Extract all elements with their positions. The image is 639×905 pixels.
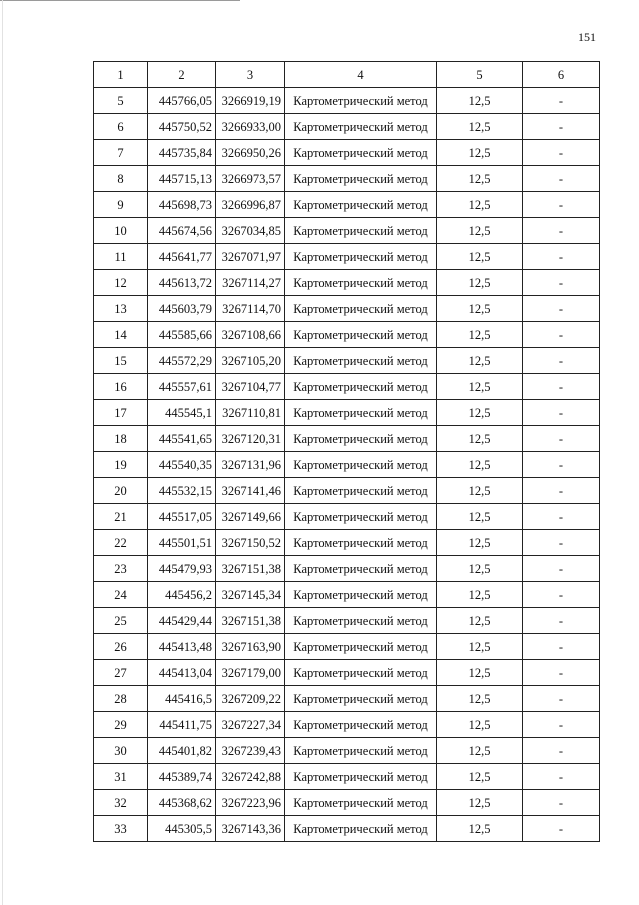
note-cell: - bbox=[523, 556, 600, 582]
note-cell: - bbox=[523, 400, 600, 426]
y-coordinate-cell: 3267114,27 bbox=[216, 270, 285, 296]
note-cell: - bbox=[523, 322, 600, 348]
accuracy-cell: 12,5 bbox=[437, 556, 523, 582]
accuracy-cell: 12,5 bbox=[437, 582, 523, 608]
x-coordinate-cell: 445766,05 bbox=[148, 88, 216, 114]
point-number-cell: 33 bbox=[94, 816, 148, 842]
y-coordinate-cell: 3267143,36 bbox=[216, 816, 285, 842]
table-row bbox=[94, 582, 600, 608]
table-row bbox=[94, 634, 600, 660]
y-coordinate-cell: 3267179,00 bbox=[216, 660, 285, 686]
point-number-cell: 10 bbox=[94, 218, 148, 244]
accuracy-cell: 12,5 bbox=[437, 140, 523, 166]
x-coordinate-cell: 445735,84 bbox=[148, 140, 216, 166]
note-cell: - bbox=[523, 712, 600, 738]
point-number-cell: 9 bbox=[94, 192, 148, 218]
y-coordinate-cell: 3267151,38 bbox=[216, 556, 285, 582]
accuracy-cell: 12,5 bbox=[437, 270, 523, 296]
accuracy-cell: 12,5 bbox=[437, 530, 523, 556]
point-number-cell: 27 bbox=[94, 660, 148, 686]
table-row bbox=[94, 504, 600, 530]
method-cell: Картометрический метод bbox=[285, 764, 437, 790]
table-row bbox=[94, 738, 600, 764]
x-coordinate-cell: 445572,29 bbox=[148, 348, 216, 374]
table-row bbox=[94, 270, 600, 296]
method-cell: Картометрический метод bbox=[285, 244, 437, 270]
method-cell: Картометрический метод bbox=[285, 192, 437, 218]
method-cell: Картометрический метод bbox=[285, 530, 437, 556]
x-coordinate-cell: 445411,75 bbox=[148, 712, 216, 738]
method-cell: Картометрический метод bbox=[285, 140, 437, 166]
point-number-cell: 19 bbox=[94, 452, 148, 478]
y-coordinate-cell: 3267131,96 bbox=[216, 452, 285, 478]
table-body bbox=[94, 88, 600, 842]
table-row bbox=[94, 348, 600, 374]
point-number-cell: 25 bbox=[94, 608, 148, 634]
method-cell: Картометрический метод bbox=[285, 296, 437, 322]
table-row bbox=[94, 322, 600, 348]
method-cell: Картометрический метод bbox=[285, 582, 437, 608]
x-coordinate-cell: 445585,66 bbox=[148, 322, 216, 348]
y-coordinate-cell: 3267223,96 bbox=[216, 790, 285, 816]
point-number-cell: 12 bbox=[94, 270, 148, 296]
table-row bbox=[94, 374, 600, 400]
table-row bbox=[94, 400, 600, 426]
point-number-cell: 17 bbox=[94, 400, 148, 426]
accuracy-cell: 12,5 bbox=[437, 660, 523, 686]
x-coordinate-cell: 445532,15 bbox=[148, 478, 216, 504]
point-number-cell: 8 bbox=[94, 166, 148, 192]
note-cell: - bbox=[523, 764, 600, 790]
note-cell: - bbox=[523, 582, 600, 608]
note-cell: - bbox=[523, 634, 600, 660]
accuracy-cell: 12,5 bbox=[437, 816, 523, 842]
x-coordinate-cell: 445429,44 bbox=[148, 608, 216, 634]
method-cell: Картометрический метод bbox=[285, 790, 437, 816]
x-coordinate-cell: 445517,05 bbox=[148, 504, 216, 530]
y-coordinate-cell: 3267110,81 bbox=[216, 400, 285, 426]
point-number-cell: 21 bbox=[94, 504, 148, 530]
y-coordinate-cell: 3267114,70 bbox=[216, 296, 285, 322]
y-coordinate-cell: 3267104,77 bbox=[216, 374, 285, 400]
x-coordinate-cell: 445698,73 bbox=[148, 192, 216, 218]
y-coordinate-cell: 3267105,20 bbox=[216, 348, 285, 374]
method-cell: Картометрический метод bbox=[285, 816, 437, 842]
accuracy-cell: 12,5 bbox=[437, 322, 523, 348]
y-coordinate-cell: 3267150,52 bbox=[216, 530, 285, 556]
note-cell: - bbox=[523, 738, 600, 764]
y-coordinate-cell: 3267242,88 bbox=[216, 764, 285, 790]
x-coordinate-cell: 445613,72 bbox=[148, 270, 216, 296]
table-row bbox=[94, 166, 600, 192]
table-row bbox=[94, 816, 600, 842]
point-number-cell: 24 bbox=[94, 582, 148, 608]
x-coordinate-cell: 445540,35 bbox=[148, 452, 216, 478]
y-coordinate-cell: 3267163,90 bbox=[216, 634, 285, 660]
table-row bbox=[94, 88, 600, 114]
point-number-cell: 15 bbox=[94, 348, 148, 374]
note-cell: - bbox=[523, 686, 600, 712]
point-number-cell: 23 bbox=[94, 556, 148, 582]
x-coordinate-cell: 445603,79 bbox=[148, 296, 216, 322]
table-row bbox=[94, 218, 600, 244]
method-cell: Картометрический метод bbox=[285, 322, 437, 348]
note-cell: - bbox=[523, 530, 600, 556]
method-cell: Картометрический метод bbox=[285, 270, 437, 296]
accuracy-cell: 12,5 bbox=[437, 634, 523, 660]
x-coordinate-cell: 445368,62 bbox=[148, 790, 216, 816]
column-header-1: 1 bbox=[94, 62, 148, 88]
x-coordinate-cell: 445674,56 bbox=[148, 218, 216, 244]
note-cell: - bbox=[523, 244, 600, 270]
note-cell: - bbox=[523, 218, 600, 244]
method-cell: Картометрический метод bbox=[285, 686, 437, 712]
method-cell: Картометрический метод bbox=[285, 504, 437, 530]
note-cell: - bbox=[523, 166, 600, 192]
y-coordinate-cell: 3266996,87 bbox=[216, 192, 285, 218]
note-cell: - bbox=[523, 816, 600, 842]
method-cell: Картометрический метод bbox=[285, 400, 437, 426]
note-cell: - bbox=[523, 296, 600, 322]
accuracy-cell: 12,5 bbox=[437, 374, 523, 400]
x-coordinate-cell: 445413,48 bbox=[148, 634, 216, 660]
note-cell: - bbox=[523, 140, 600, 166]
column-header-6: 6 bbox=[523, 62, 600, 88]
y-coordinate-cell: 3267120,31 bbox=[216, 426, 285, 452]
method-cell: Картометрический метод bbox=[285, 88, 437, 114]
note-cell: - bbox=[523, 790, 600, 816]
table-row bbox=[94, 114, 600, 140]
note-cell: - bbox=[523, 270, 600, 296]
point-number-cell: 30 bbox=[94, 738, 148, 764]
note-cell: - bbox=[523, 504, 600, 530]
x-coordinate-cell: 445389,74 bbox=[148, 764, 216, 790]
accuracy-cell: 12,5 bbox=[437, 192, 523, 218]
accuracy-cell: 12,5 bbox=[437, 738, 523, 764]
accuracy-cell: 12,5 bbox=[437, 608, 523, 634]
x-coordinate-cell: 445750,52 bbox=[148, 114, 216, 140]
point-number-cell: 11 bbox=[94, 244, 148, 270]
point-number-cell: 32 bbox=[94, 790, 148, 816]
point-number-cell: 5 bbox=[94, 88, 148, 114]
table-header bbox=[94, 62, 600, 88]
accuracy-cell: 12,5 bbox=[437, 166, 523, 192]
note-cell: - bbox=[523, 88, 600, 114]
accuracy-cell: 12,5 bbox=[437, 400, 523, 426]
point-number-cell: 31 bbox=[94, 764, 148, 790]
table-row bbox=[94, 244, 600, 270]
x-coordinate-cell: 445541,65 bbox=[148, 426, 216, 452]
table-row bbox=[94, 556, 600, 582]
accuracy-cell: 12,5 bbox=[437, 764, 523, 790]
x-coordinate-cell: 445413,04 bbox=[148, 660, 216, 686]
point-number-cell: 7 bbox=[94, 140, 148, 166]
table-row bbox=[94, 608, 600, 634]
method-cell: Картометрический метод bbox=[285, 374, 437, 400]
x-coordinate-cell: 445641,77 bbox=[148, 244, 216, 270]
accuracy-cell: 12,5 bbox=[437, 88, 523, 114]
table-row bbox=[94, 426, 600, 452]
note-cell: - bbox=[523, 452, 600, 478]
accuracy-cell: 12,5 bbox=[437, 348, 523, 374]
method-cell: Картометрический метод bbox=[285, 660, 437, 686]
table-row bbox=[94, 660, 600, 686]
y-coordinate-cell: 3267239,43 bbox=[216, 738, 285, 764]
page-number: 151 bbox=[578, 30, 596, 44]
x-coordinate-cell: 445401,82 bbox=[148, 738, 216, 764]
method-cell: Картометрический метод bbox=[285, 426, 437, 452]
y-coordinate-cell: 3267145,34 bbox=[216, 582, 285, 608]
top-rule bbox=[0, 0, 240, 1]
y-coordinate-cell: 3267227,34 bbox=[216, 712, 285, 738]
method-cell: Картометрический метод bbox=[285, 738, 437, 764]
note-cell: - bbox=[523, 478, 600, 504]
y-coordinate-cell: 3266919,19 bbox=[216, 88, 285, 114]
point-number-cell: 22 bbox=[94, 530, 148, 556]
header-row bbox=[94, 62, 600, 88]
x-coordinate-cell: 445305,5 bbox=[148, 816, 216, 842]
x-coordinate-cell: 445456,2 bbox=[148, 582, 216, 608]
accuracy-cell: 12,5 bbox=[437, 686, 523, 712]
method-cell: Картометрический метод bbox=[285, 556, 437, 582]
note-cell: - bbox=[523, 348, 600, 374]
method-cell: Картометрический метод bbox=[285, 114, 437, 140]
note-cell: - bbox=[523, 374, 600, 400]
point-number-cell: 29 bbox=[94, 712, 148, 738]
accuracy-cell: 12,5 bbox=[437, 218, 523, 244]
method-cell: Картометрический метод bbox=[285, 166, 437, 192]
note-cell: - bbox=[523, 426, 600, 452]
accuracy-cell: 12,5 bbox=[437, 114, 523, 140]
accuracy-cell: 12,5 bbox=[437, 790, 523, 816]
point-number-cell: 26 bbox=[94, 634, 148, 660]
y-coordinate-cell: 3267108,66 bbox=[216, 322, 285, 348]
method-cell: Картометрический метод bbox=[285, 608, 437, 634]
column-header-3: 3 bbox=[216, 62, 285, 88]
table-row bbox=[94, 764, 600, 790]
x-coordinate-cell: 445545,1 bbox=[148, 400, 216, 426]
y-coordinate-cell: 3267071,97 bbox=[216, 244, 285, 270]
table-row bbox=[94, 686, 600, 712]
accuracy-cell: 12,5 bbox=[437, 504, 523, 530]
table-row bbox=[94, 478, 600, 504]
accuracy-cell: 12,5 bbox=[437, 712, 523, 738]
table-row bbox=[94, 452, 600, 478]
y-coordinate-cell: 3267151,38 bbox=[216, 608, 285, 634]
column-header-4: 4 bbox=[285, 62, 437, 88]
x-coordinate-cell: 445557,61 bbox=[148, 374, 216, 400]
accuracy-cell: 12,5 bbox=[437, 244, 523, 270]
accuracy-cell: 12,5 bbox=[437, 452, 523, 478]
x-coordinate-cell: 445715,13 bbox=[148, 166, 216, 192]
table-row bbox=[94, 296, 600, 322]
column-header-2: 2 bbox=[148, 62, 216, 88]
table-row bbox=[94, 192, 600, 218]
method-cell: Картометрический метод bbox=[285, 452, 437, 478]
method-cell: Картометрический метод bbox=[285, 712, 437, 738]
accuracy-cell: 12,5 bbox=[437, 426, 523, 452]
y-coordinate-cell: 3267209,22 bbox=[216, 686, 285, 712]
y-coordinate-cell: 3266933,00 bbox=[216, 114, 285, 140]
y-coordinate-cell: 3266950,26 bbox=[216, 140, 285, 166]
y-coordinate-cell: 3267149,66 bbox=[216, 504, 285, 530]
accuracy-cell: 12,5 bbox=[437, 296, 523, 322]
point-number-cell: 6 bbox=[94, 114, 148, 140]
table-row bbox=[94, 790, 600, 816]
point-number-cell: 16 bbox=[94, 374, 148, 400]
point-number-cell: 20 bbox=[94, 478, 148, 504]
y-coordinate-cell: 3266973,57 bbox=[216, 166, 285, 192]
method-cell: Картометрический метод bbox=[285, 634, 437, 660]
x-coordinate-cell: 445416,5 bbox=[148, 686, 216, 712]
note-cell: - bbox=[523, 608, 600, 634]
point-number-cell: 18 bbox=[94, 426, 148, 452]
point-number-cell: 13 bbox=[94, 296, 148, 322]
column-header-5: 5 bbox=[437, 62, 523, 88]
method-cell: Картометрический метод bbox=[285, 218, 437, 244]
method-cell: Картометрический метод bbox=[285, 348, 437, 374]
note-cell: - bbox=[523, 192, 600, 218]
table-row bbox=[94, 140, 600, 166]
coordinates-table bbox=[93, 61, 600, 842]
note-cell: - bbox=[523, 114, 600, 140]
point-number-cell: 28 bbox=[94, 686, 148, 712]
accuracy-cell: 12,5 bbox=[437, 478, 523, 504]
y-coordinate-cell: 3267141,46 bbox=[216, 478, 285, 504]
page-left-edge bbox=[2, 0, 3, 905]
method-cell: Картометрический метод bbox=[285, 478, 437, 504]
y-coordinate-cell: 3267034,85 bbox=[216, 218, 285, 244]
x-coordinate-cell: 445501,51 bbox=[148, 530, 216, 556]
point-number-cell: 14 bbox=[94, 322, 148, 348]
x-coordinate-cell: 445479,93 bbox=[148, 556, 216, 582]
table-row bbox=[94, 712, 600, 738]
table-row bbox=[94, 530, 600, 556]
note-cell: - bbox=[523, 660, 600, 686]
